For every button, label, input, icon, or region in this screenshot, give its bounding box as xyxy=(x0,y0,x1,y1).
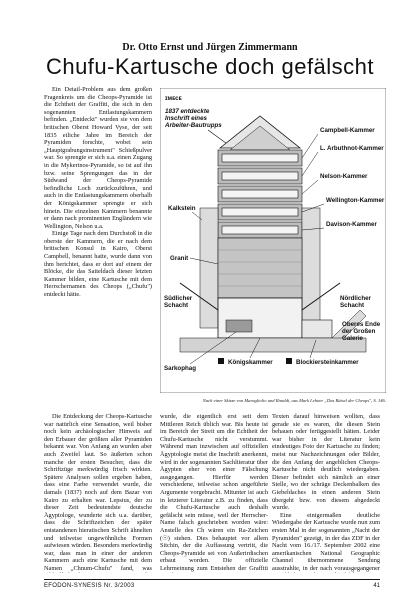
page-number: 41 xyxy=(373,583,380,589)
paragraph: Die Entdeckung der Cheops-Kartusche war natürlich eine Sensation, weil bisher noch kein archäologischer Hinweis auf den Erbauer der größten aller Pyramiden bekannt war. Von Anfang an wurden aber auch Zweifel laut. So äußerten schon manche der ersten Besucher, dass die Schriftzüge merkwürdig frisch wirkten. Spätere Analysen sollen ergeben haben, dass eine Farbe verwendet wurde, die damals (1837) noch auf dem Bazar von Kairo zu erhalten war. Lepsius, der zu dieser Zeit bedeutendste deutsche Ägyptologe, wunderte sich u.a. darüber, dass die Schriftzeichen der später entstandenen hieratischen Schrift ähnelten und teilweise ungewöhnliche Formen aufwiesen würden. Besonders merkwürdig war, dass man in einer der anderen Kammern auch eine Kartusche mit dem Namen „Chnum-Chufu" fand, was xyxy=(44,413,152,572)
journal-name: EFODON-SYNESIS Nr. 3/2003 xyxy=(44,583,135,589)
label-wellington: Wellington-Kammer xyxy=(326,197,385,204)
paragraph: Eine einigermaßen deutliche Wiedergabe der Kartusche wurde nun zum ersten Mal in der sogenannten „Nacht der Pyramiden" gezeigt, in der das ZDF in der Nacht vom 16./17. September 2002 eine amerikanischen National Geographic Channel übernommene Sendung ausstrahlte, in der nach vorausgegangener xyxy=(272,511,380,572)
wellington-void xyxy=(222,208,298,216)
pyramid-chambers-figure xyxy=(160,88,386,393)
column-1-bottom xyxy=(44,413,152,573)
nelson-void xyxy=(222,190,298,198)
label-southern-shaft: Schacht xyxy=(164,302,189,309)
limestone-wall-right xyxy=(302,208,320,328)
label-sarcophagus: Sarkophag xyxy=(164,365,196,372)
campbell-void xyxy=(222,154,298,162)
limestone-wall-left xyxy=(200,208,218,328)
label-gallery: der Großen xyxy=(342,328,376,335)
label-campbell: Campbell-Kammer xyxy=(320,127,375,134)
label-arbuthnot: L. Arbuthnot-Kammer xyxy=(320,145,384,152)
paragraph: Texten darauf hinweisen wollten, dass gerade sie es waren, die diesen Stein behauen oder fertiggestellt hätten. Leider war bisher in der Literatur kein eindeutiges Foto der Kartusche zu finden; meist nur Nachzeichnungen oder Bilder, die den Anfang der angeblichen Cheops-Kartusche nicht deutlich wiedergaben. Dieser befindet sich nämlich an einer Stelle, wo der schräge Deckenbalken des Giebeldaches in einen anderen Stein übergeht bzw. von diesem abgedeckt wurde. xyxy=(272,413,380,512)
blocking-chamber xyxy=(302,320,332,338)
label-gallery: Oberes Ende xyxy=(342,321,381,328)
label-nelson: Nelson-Kammer xyxy=(320,173,368,180)
label-gallery: Galerie xyxy=(342,335,363,342)
arbuthnot-void xyxy=(222,172,298,180)
relieving-chambers xyxy=(218,150,302,238)
paragraph: Ein Detail-Problem aus dem großen Fragenkreis um die Cheops-Pyramide ist die Echtheit der Graffiti, die sich in den sogenannten Entlastungskammern befinden. „Entdeckt" wurden sie von dem britischen Oberst Howard Vyse, der seit 1835 etliche Jahre im Bereich der Pyramiden forschte, wobei sein „Hauptgrabungsinstrument" Schießpulver war. So sprengte er sich u.a. einen Zugang in die Mykerinos-Pyramide, so ist auf ihn bzw. seine Sprengungen das in der Südwand der Cheops-Pyramide befindliche Loch zurückzuführen, und auch in die Entlastungskammern oberhalb der Königskammer sprengte er sich hinein. Die einzelnen Kammern benannte er dann nach prominenten Engländern wie Wellington, Nelson u.a. xyxy=(44,86,152,230)
masonry-base xyxy=(180,338,366,352)
column-1-top xyxy=(44,86,152,416)
granite-block xyxy=(218,238,302,298)
figure-note-line: Arbeiter-Bautrupps xyxy=(165,122,222,129)
article-title: Chufu-Kartusche doch gefälscht xyxy=(45,54,375,79)
authors-line: Dr. Otto Ernst und Jürgen Zimmermann xyxy=(122,42,298,53)
label-northern-shaft: Nördlicher xyxy=(340,295,371,302)
paragraph: wurde, die eigentlich erst seit dem Mittleren Reich üblich war. Bis heute ist im Bereich der Streit um die Echtheit der Chufu-Kartusche nicht verstummt. Während man inzwischen auf offiziellen Ägyptologie meist die Inschrift anerkennt, wird in der sogenannten Sachliteratur über Ägypten eher von einer Fälschung ausgegangen. Hierfür werden verschiedene, teilweise schon angeführte Argumente vorgebracht. Mitunter ist auch in letzterer Literatur z.B. zu finden, dass die Chufu-Kartusche auch deshalb gefälscht sein müsse, weil der Herrscher-Name falsch geschrieben worden wäre: Anstelle des Ch wären ein Ra-Zeichen (☉) stehen. Dies behauptet vor allem Sitchin, der die Auffassung vertritt, die Cheops-Pyramide sei von Außerirdischen erbaut worden. Die offizielle Lehrmeinung zum Entstehen der Graffiti xyxy=(160,413,268,572)
chambers-diagram xyxy=(160,88,386,393)
label-blocking-chamber: Blockiersteinkammer xyxy=(296,359,359,366)
column-2-bottom xyxy=(160,413,268,573)
figure-note-line: 1837 entdeckte xyxy=(165,108,210,115)
label-kings-chamber: Königskammer xyxy=(228,359,273,366)
label-davison: Davison-Kammer xyxy=(326,221,377,228)
label-southern-shaft: Südlicher xyxy=(164,295,193,302)
figure-caption: Nach einer Skizze von Maragliolio und Rinaldi, aus Mark Lehner „Das Rätsel der Cheops", S. 146. xyxy=(202,398,386,403)
legend-marker xyxy=(218,358,224,364)
legend-marker xyxy=(286,358,292,364)
label-northern-shaft: Schacht xyxy=(340,302,365,309)
label-limestone: Kalkstein xyxy=(168,205,196,212)
label-granite: Granit xyxy=(170,255,189,262)
column-3-bottom xyxy=(272,413,380,573)
page-footer xyxy=(44,579,380,592)
sarcophagus xyxy=(226,320,252,332)
figure-note-line: Inschrift eines xyxy=(165,115,207,122)
davison-void xyxy=(222,226,298,234)
figure-logo: ɪᴍᴇᴄᴇ xyxy=(165,95,182,102)
paragraph: Einige Tage nach dem Durchstoß in die oberste der Kammern, die er nach dem britischen Konsul in Kairo, Oberst Campbell, benannt hatte, wurde dann von ihm berichtet, dass er dort auf einem der Blöcke, die das Satteldach dieser letzten Kammer bilden, eine Kartusche mit dem Herrschernamen des Cheops („Chufu") entdeckt hätte. xyxy=(44,230,152,299)
